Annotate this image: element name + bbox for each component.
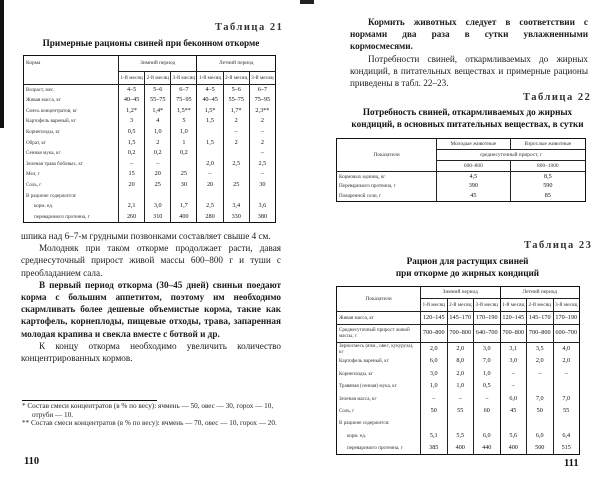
- row-label: корм. ед.: [34, 203, 54, 210]
- page-number-left: 110: [24, 456, 40, 467]
- table-row: [337, 405, 580, 418]
- table-23-month-header: 2-й месяц: [447, 299, 474, 312]
- table-cell: 440: [474, 442, 501, 455]
- table-cell: 50: [421, 405, 448, 418]
- table-cell: [197, 148, 223, 159]
- paragraph: Молодняк при таком откорме продолжает расти, давая среднесуточный прирост живой массы 600–800 г и туши с преобладанием сала.: [21, 243, 281, 278]
- table-cell: [421, 418, 448, 430]
- table-21-month-header: 2-й месяц: [145, 72, 171, 85]
- table-cell: 6,0: [421, 355, 448, 368]
- row-label: Картофель вареный, кг: [339, 358, 389, 365]
- table-22-row-label: Поваренной соли, г: [339, 193, 382, 200]
- table-cell: [553, 418, 580, 430]
- table-cell: 2,0: [447, 368, 474, 381]
- table-cell: 385: [421, 442, 448, 455]
- table-cell: 2: [223, 137, 249, 148]
- table-22-cell: 45: [437, 192, 511, 202]
- table-cell: 280: [197, 212, 223, 223]
- table-cell: 6,0: [527, 430, 554, 443]
- table-23-title: [340, 255, 595, 279]
- table-22-title-line: Потребность свиней, откармливаемых до жирных: [362, 107, 573, 117]
- table-21-month-header: 1-й месяц: [197, 72, 223, 85]
- table-cell: 1: [171, 137, 197, 148]
- table-23-month-header: 2-й месяц: [527, 299, 554, 312]
- row-label: переваримого протеина, г: [347, 444, 403, 451]
- table-23-title-line: при откорме до жирных кондиций: [395, 268, 540, 278]
- table-cell: 2,5: [223, 159, 249, 170]
- table-22-group-header: Молодые животные: [437, 139, 511, 150]
- table-cell: 5,5: [447, 430, 474, 443]
- table-cell: –: [249, 148, 275, 159]
- table-cell: 700–800: [421, 324, 448, 342]
- table-cell: [145, 190, 171, 201]
- table-cell: 1,0: [171, 127, 197, 138]
- table-cell: [119, 190, 145, 201]
- table-row: [24, 85, 276, 96]
- table-23-month-header: 3-й месяц: [553, 299, 580, 312]
- table-cell: [553, 380, 580, 393]
- table-cell: 640–700: [474, 324, 501, 342]
- table-cell: 2,5: [197, 201, 223, 212]
- row-label: Возраст, мес.: [26, 86, 55, 93]
- table-cell: 0,5: [474, 380, 501, 393]
- row-label: Зеленая трава бобовых, кг: [26, 160, 83, 167]
- table-cell: –: [145, 159, 171, 170]
- page-111: [300, 0, 600, 497]
- table-cell: 40–45: [197, 95, 223, 106]
- row-label: Среднесуточный прирост живой массы, г: [337, 324, 421, 342]
- table-cell: 400: [500, 442, 527, 455]
- row-label: переваримого протеина, г: [34, 213, 90, 220]
- table-row: [337, 355, 580, 368]
- table-row: [337, 324, 580, 342]
- table-22-title: [340, 106, 595, 130]
- table-row: [24, 106, 276, 117]
- table-cell: 1,2*: [119, 106, 145, 117]
- row-label: Травяная (сенная) мука, кг: [339, 383, 397, 390]
- table-23-period-summer: Летний период: [500, 287, 580, 299]
- table-cell: 4: [145, 116, 171, 127]
- table-row: [337, 342, 580, 355]
- table-22-cell: 590: [510, 182, 585, 192]
- table-cell: –: [197, 169, 223, 180]
- table-23-month-header: 1-й месяц: [500, 299, 527, 312]
- table-cell: 25: [171, 169, 197, 180]
- table-22-subheader: среднесуточный прирост, г: [437, 150, 586, 161]
- row-label: Смесь концентратов, кг: [26, 107, 78, 114]
- row-label: Зеленая масса, кг: [339, 395, 377, 402]
- table-cell: 60: [474, 405, 501, 418]
- table-22-corner-header: Показатели: [337, 139, 437, 172]
- table-row: [337, 380, 580, 393]
- table-cell: 1,0: [474, 368, 501, 381]
- table-cell: 2,0: [447, 342, 474, 355]
- right-body-text: [350, 16, 588, 89]
- table-cell: 1,5**: [171, 106, 197, 117]
- table-21-month-header: 3-й месяц: [171, 72, 197, 85]
- footnotes: [22, 402, 280, 428]
- table-cell: –: [500, 368, 527, 381]
- table-23: [336, 286, 580, 455]
- table-row: [24, 180, 276, 191]
- row-label: Корнеплоды, кг: [26, 129, 61, 136]
- table-cell: 7,0: [527, 393, 554, 406]
- table-cell: –: [119, 159, 145, 170]
- table-cell: 55: [447, 405, 474, 418]
- table-cell: 1,5: [119, 137, 145, 148]
- table-cell: –: [527, 368, 554, 381]
- table-cell: 1,0: [145, 127, 171, 138]
- table-cell: 145–170: [447, 312, 474, 325]
- table-cell: 55: [553, 405, 580, 418]
- table-row: [24, 190, 276, 201]
- footnote-2: ** Состав смеси концентратов (в % по весу): ячмень — 70, овес — 10, горох — 20.: [22, 419, 277, 428]
- table-cell: –: [249, 169, 275, 180]
- table-cell: 2: [249, 116, 275, 127]
- table-cell: 4–5: [197, 85, 223, 96]
- paragraph: К концу откорма необходимо увеличить количество концентрированных кормов.: [21, 340, 281, 364]
- table-22: [336, 138, 586, 202]
- table-cell: 6–7: [171, 85, 197, 96]
- row-label: Зерносмесь (ячм., овес, кукуруза), кг: [337, 342, 421, 355]
- table-22-cell: 390: [437, 182, 511, 192]
- table-cell: 25: [145, 180, 171, 191]
- row-label: Мел, г: [26, 171, 40, 178]
- table-cell: 3,1: [500, 342, 527, 355]
- table-cell: 55–75: [223, 95, 249, 106]
- table-row: [24, 95, 276, 106]
- table-cell: –: [421, 393, 448, 406]
- table-23-corner-header: Показатели: [337, 287, 421, 312]
- footnote-1: * Состав смеси концентратов (в % по весу): ячмень — 50, овес — 30, горох — 10, отруби — 10.: [22, 402, 274, 419]
- table-23-label: Таблица 23: [524, 240, 593, 251]
- table-cell: 7,0: [553, 393, 580, 406]
- table-cell: 260: [119, 212, 145, 223]
- table-cell: 120–145: [421, 312, 448, 325]
- table-cell: 6,4: [553, 430, 580, 443]
- table-cell: 45: [500, 405, 527, 418]
- table-cell: 3,0: [500, 355, 527, 368]
- table-cell: 5–6: [223, 85, 249, 96]
- table-cell: 1,4*: [145, 106, 171, 117]
- row-label: Корнеплоды, кг: [339, 370, 374, 377]
- table-cell: 25: [223, 180, 249, 191]
- table-row: [24, 169, 276, 180]
- row-label: корм. ед.: [347, 432, 367, 439]
- table-cell: 55–75: [145, 95, 171, 106]
- table-22-title-line: кондиций, в основных питательных веществах, в сутки: [351, 119, 584, 129]
- table-cell: –: [500, 380, 527, 393]
- table-cell: [447, 418, 474, 430]
- table-21-label: Таблица 21: [215, 22, 284, 33]
- table-cell: 2,0: [197, 159, 223, 170]
- table-cell: 3,0: [421, 368, 448, 381]
- table-cell: 4–5: [119, 85, 145, 96]
- table-cell: 400: [171, 212, 197, 223]
- table-21-period-winter: Зимний период: [119, 56, 197, 72]
- table-22-group-header: Взрослые животные: [510, 139, 585, 150]
- paragraph: Потребности свиней, откармливаемых до жирных кондиций, в питательных веществах и примерные рационы приведены в табл. 22–23.: [350, 53, 588, 89]
- table-cell: 2: [145, 137, 171, 148]
- table-row: [337, 368, 580, 381]
- table-cell: [249, 190, 275, 201]
- table-cell: 15: [119, 169, 145, 180]
- table-cell: 3,4: [223, 201, 249, 212]
- table-cell: 5–6: [145, 85, 171, 96]
- table-cell: –: [447, 393, 474, 406]
- row-label: Живая масса, кг: [26, 97, 61, 104]
- table-cell: [474, 418, 501, 430]
- table-23-title-line: Рацион для растущих свиней: [406, 256, 529, 266]
- table-cell: 75–95: [171, 95, 197, 106]
- table-22-cell: 85: [510, 192, 585, 202]
- table-cell: 2,5: [249, 159, 275, 170]
- table-cell: 3,0: [145, 201, 171, 212]
- table-cell: 700–800: [447, 324, 474, 342]
- table-cell: 1,0: [447, 380, 474, 393]
- table-cell: 600–700: [553, 324, 580, 342]
- table-cell: [500, 418, 527, 430]
- table-cell: [197, 127, 223, 138]
- table-row: [337, 393, 580, 406]
- table-cell: 30: [171, 180, 197, 191]
- table-cell: 20: [145, 169, 171, 180]
- table-cell: –: [223, 127, 249, 138]
- table-cell: 40–45: [119, 95, 145, 106]
- table-row: [24, 127, 276, 138]
- page-number-right: 111: [564, 458, 579, 469]
- table-23-month-header: 1-й месяц: [421, 299, 448, 312]
- table-cell: 170–190: [553, 312, 580, 325]
- table-21-title: Примерные рационы свиней при беконном откорме: [42, 38, 260, 48]
- table-cell: 380: [249, 212, 275, 223]
- table-cell: 2,3**: [249, 106, 275, 117]
- table-cell: 500: [527, 442, 554, 455]
- table-cell: [527, 418, 554, 430]
- table-22-gain-value: 600–800: [437, 161, 511, 172]
- table-cell: 75–95: [249, 95, 275, 106]
- table-cell: 330: [223, 212, 249, 223]
- table-cell: 400: [447, 442, 474, 455]
- table-21-month-header: 2-й месяц: [223, 72, 249, 85]
- row-label: В рационе содержится:: [339, 420, 390, 427]
- table-cell: [223, 169, 249, 180]
- paragraph: В первый период откорма (30–45 дней) свиньи поедают корма с большим аппетитом, поэтому им необходимо скармливать более дешевые объемистые корма, такие как картофель, корнеплоды, пищевые отходы, трава, запаренная молодая крапива и свекла вместе с ботвой и др.: [21, 279, 281, 339]
- table-cell: 170–190: [474, 312, 501, 325]
- table-cell: 0,5: [119, 127, 145, 138]
- table-cell: 310: [145, 212, 171, 223]
- table-cell: 700–800: [527, 324, 554, 342]
- table-cell: 120–145: [500, 312, 527, 325]
- table-cell: 700–800: [500, 324, 527, 342]
- table-cell: 2: [249, 137, 275, 148]
- table-cell: 5,6: [500, 430, 527, 443]
- table-22-label: Таблица 22: [523, 92, 592, 103]
- row-label: В рационе содержится:: [26, 192, 77, 199]
- table-cell: 20: [197, 180, 223, 191]
- footnote-divider: [22, 400, 157, 401]
- table-cell: 1,7: [171, 201, 197, 212]
- table-21-month-header: 1-й месяц: [119, 72, 145, 85]
- table-cell: 6,0: [500, 393, 527, 406]
- table-cell: 3,5: [527, 342, 554, 355]
- table-21-period-summer: Летний период: [197, 56, 276, 72]
- table-row: [24, 148, 276, 159]
- table-21: [23, 55, 276, 223]
- table-cell: 5: [171, 116, 197, 127]
- table-cell: 3,6: [249, 201, 275, 212]
- table-cell: 30: [249, 180, 275, 191]
- table-cell: 7,0: [474, 355, 501, 368]
- table-cell: 0,2: [145, 148, 171, 159]
- table-23-period-winter: Зимний период: [421, 287, 501, 299]
- table-cell: 2,0: [553, 355, 580, 368]
- table-cell: 8,0: [447, 355, 474, 368]
- row-label: Картофель вареный, кг: [26, 118, 76, 125]
- table-row: [337, 442, 580, 455]
- table-22-row-label: Переваримого протеина, г: [339, 183, 396, 190]
- row-label: Соль, г: [26, 181, 42, 188]
- row-label: Сенная мука, кг: [26, 150, 61, 157]
- table-cell: –: [249, 127, 275, 138]
- table-cell: 6–7: [249, 85, 275, 96]
- table-row: [337, 430, 580, 443]
- table-row: [24, 137, 276, 148]
- table-cell: 5,1: [421, 430, 448, 443]
- table-cell: 3: [119, 116, 145, 127]
- row-label: Соль, г: [339, 408, 355, 415]
- table-cell: 2: [223, 116, 249, 127]
- table-row: [24, 159, 276, 170]
- paragraph: шпика над 6–7-м грудными позвонками составляет свыше 4 см.: [21, 231, 271, 241]
- row-label: Живая масса, кг: [339, 314, 374, 321]
- table-cell: [223, 148, 249, 159]
- table-cell: 2,0: [527, 355, 554, 368]
- table-21-corner-header: Корма: [24, 56, 119, 85]
- table-cell: –: [553, 368, 580, 381]
- table-cell: 1,5: [197, 137, 223, 148]
- table-cell: 1,7*: [223, 106, 249, 117]
- row-label: Обрат, кг: [26, 139, 46, 146]
- table-22-cell: 8,5: [510, 172, 585, 182]
- table-row: [337, 418, 580, 430]
- table-cell: 1,5*: [197, 106, 223, 117]
- table-22-gain-value: 800–1000: [510, 161, 585, 172]
- left-body-text: [21, 230, 281, 364]
- table-row: [24, 201, 276, 212]
- table-cell: [171, 190, 197, 201]
- table-row: [24, 116, 276, 127]
- table-cell: 20: [119, 180, 145, 191]
- table-cell: 145–170: [527, 312, 554, 325]
- table-cell: [223, 190, 249, 201]
- table-cell: 1,5: [197, 116, 223, 127]
- table-cell: 4,0: [553, 342, 580, 355]
- table-cell: 1,0: [421, 380, 448, 393]
- table-cell: –: [474, 393, 501, 406]
- table-cell: [527, 380, 554, 393]
- table-cell: 0,2: [171, 148, 197, 159]
- table-cell: 2,1: [119, 201, 145, 212]
- table-cell: 515: [553, 442, 580, 455]
- table-21-month-header: 3-й месяц: [249, 72, 275, 85]
- table-cell: 50: [527, 405, 554, 418]
- table-22-cell: 4,5: [437, 172, 511, 182]
- table-22-row-label: Кормовых единиц, кг: [339, 173, 386, 180]
- paragraph: Кормить животных следует в соответствии с нормами два раза в сутки увлажненными кормосмесями.: [350, 17, 588, 52]
- table-cell: [197, 190, 223, 201]
- table-cell: 0,2: [119, 148, 145, 159]
- table-cell: [171, 159, 197, 170]
- table-row: [337, 312, 580, 325]
- table-cell: 2,0: [421, 342, 448, 355]
- table-cell: 6,0: [474, 430, 501, 443]
- table-23-month-header: 3-й месяц: [474, 299, 501, 312]
- table-row: [24, 212, 276, 223]
- table-cell: 3,0: [474, 342, 501, 355]
